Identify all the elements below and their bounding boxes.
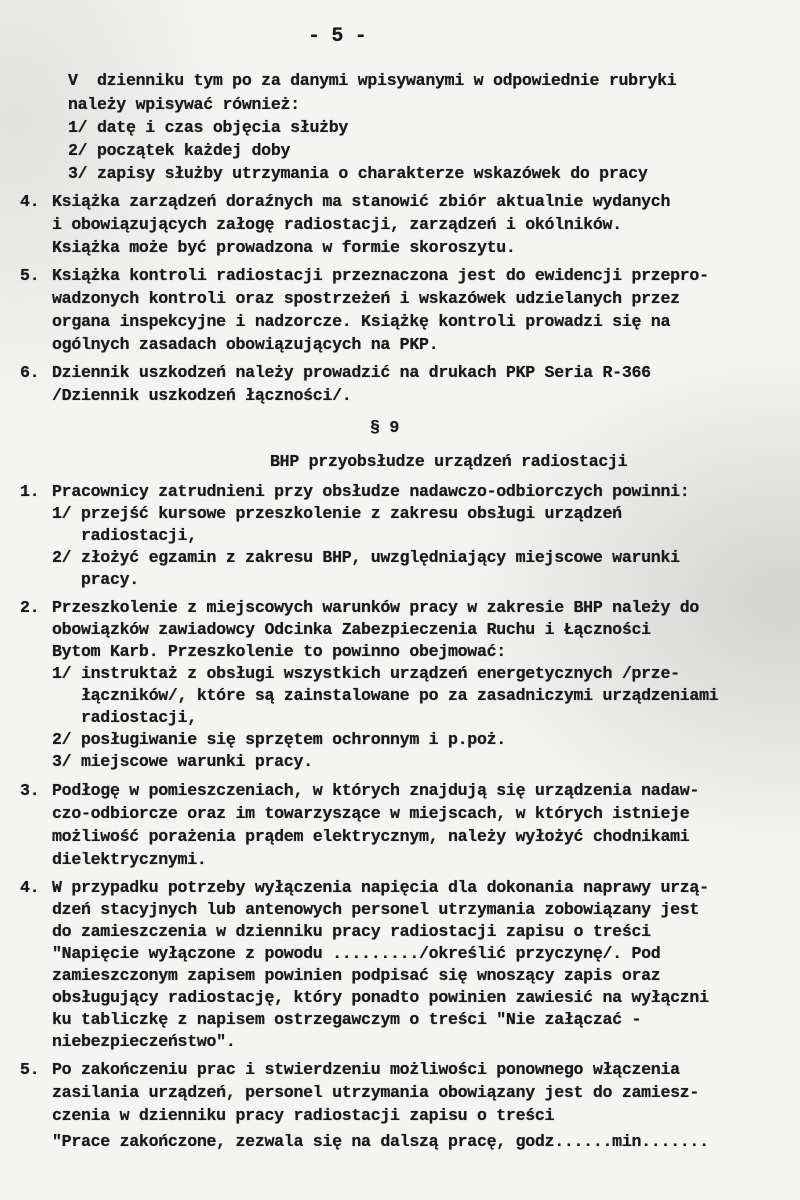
item-line: ku tabliczkę z napisem ostrzegawczym o treści "Nie załączać - — [52, 1010, 642, 1029]
item-line: radiostacji, — [52, 708, 197, 727]
section-heading: § 9 — [370, 418, 399, 437]
item-line: 1/ instruktaż z obsługi wszystkich urządzeń energetycznych /prze- — [52, 664, 680, 683]
intro-line: 2/ początek każdej doby — [68, 141, 291, 160]
item-line: dzeń stacyjnych lub antenowych personel utrzymania zobowiązany jest — [52, 900, 700, 919]
item-line: "Napięcie wyłączone z powodu ........./określić przyczynę/. Pod — [52, 944, 661, 963]
item-number: 3. — [20, 781, 40, 800]
item-line: organa inspekcyjne i nadzorcze. Książkę kontroli prowadzi się na — [52, 312, 671, 331]
item-line: Książka może być prowadzona w formie skoroszytu. — [52, 238, 516, 257]
item-line: "Prace zakończone, zezwala się na dalszą pracę, godz......min....... — [52, 1132, 709, 1151]
item-line: obsługujący radiostację, który ponadto powinien zawiesić na wyłączni — [52, 988, 709, 1007]
item-line: Dziennik uszkodzeń należy prowadzić na drukach PKP Seria R-366 — [52, 363, 651, 382]
item-line: Pracownicy zatrudnieni przy obsłudze nadawczo-odbiorczych powinni: — [52, 482, 690, 501]
item-line: /Dziennik uszkodzeń łączności/. — [52, 386, 352, 405]
item-number: 2. — [20, 598, 40, 617]
item-number: 4. — [20, 192, 40, 211]
intro-line: V dzienniku tym po za danymi wpisywanymi w odpowiednie rubryki — [68, 71, 677, 90]
item-line: Bytom Karb. Przeszkolenie to powinno obejmować: — [52, 642, 506, 661]
item-line: Po zakończeniu prac i stwierdzeniu możliwości ponownego włączenia — [52, 1060, 680, 1079]
item-line: dielektrycznymi. — [52, 850, 207, 869]
item-line: 2/ posługiwanie się sprzętem ochronnym i p.poż. — [52, 730, 506, 749]
item-line: Książka kontroli radiostacji przeznaczona jest do ewidencji przepro- — [52, 266, 709, 285]
item-line: zasilania urządzeń, personel utrzymania obowiązany jest do zamiesz- — [52, 1083, 700, 1102]
item-line: obowiązków zawiadowcy Odcinka Zabezpieczenia Ruchu i Łączności — [52, 620, 651, 639]
item-line: Podłogę w pomieszczeniach, w których znajdują się urządzenia nadaw- — [52, 781, 700, 800]
item-line: Książka zarządzeń doraźnych ma stanowić zbiór aktualnie wydanych — [52, 192, 671, 211]
item-line: wadzonych kontroli oraz spostrzeżeń i wskazówek udzielanych przez — [52, 289, 680, 308]
item-line: łączników/, które są zainstalowane po za zasadniczymi urządzeniami — [52, 686, 719, 705]
item-line: 1/ przejść kursowe przeszkolenie z zakresu obsługi urządzeń — [52, 504, 622, 523]
item-line: Przeszkolenie z miejscowych warunków pracy w zakresie BHP należy do — [52, 598, 700, 617]
item-line: do zamieszczenia w dzienniku pracy radiostacji zapisu o treści — [52, 922, 651, 941]
item-number: 6. — [20, 363, 40, 382]
item-line: czenia w dzienniku pracy radiostacji zapisu o treści — [52, 1106, 555, 1125]
item-line: radiostacji, — [52, 526, 197, 545]
item-line: czo-odbiorcze oraz im towarzyszące w miejscach, w których istnieje — [52, 804, 690, 823]
item-line: 3/ miejscowe warunki pracy. — [52, 752, 313, 771]
item-line: W przypadku potrzeby wyłączenia napięcia dla dokonania naprawy urzą- — [52, 878, 709, 897]
item-line: ogólnych zasadach obowiązujących na PKP. — [52, 335, 439, 354]
item-number: 1. — [20, 482, 40, 501]
page-number: - 5 - — [308, 25, 367, 48]
item-number: 5. — [20, 266, 40, 285]
item-line: 2/ złożyć egzamin z zakresu BHP, uwzględniający miejscowe warunki — [52, 548, 680, 567]
item-line: zamieszczonym zapisem powinien podpisać się wnoszący zapis oraz — [52, 966, 661, 985]
item-line: możliwość porażenia prądem elektrycznym, należy wyłożyć chodnikami — [52, 827, 690, 846]
intro-line: 3/ zapisy służby utrzymania o charakterze wskazówek do pracy — [68, 164, 648, 183]
intro-line: należy wpisywać również: — [68, 95, 300, 114]
intro-line: 1/ datę i czas objęcia służby — [68, 118, 349, 137]
item-line: niebezpieczeństwo". — [52, 1032, 236, 1051]
item-line: i obowiązujących załogę radiostacji, zarządzeń i okólników. — [52, 215, 622, 234]
item-line: pracy. — [52, 570, 139, 589]
item-number: 4. — [20, 878, 40, 897]
section-title: BHP przyobsłudze urządzeń radiostacji — [270, 452, 628, 471]
item-number: 5. — [20, 1060, 40, 1079]
